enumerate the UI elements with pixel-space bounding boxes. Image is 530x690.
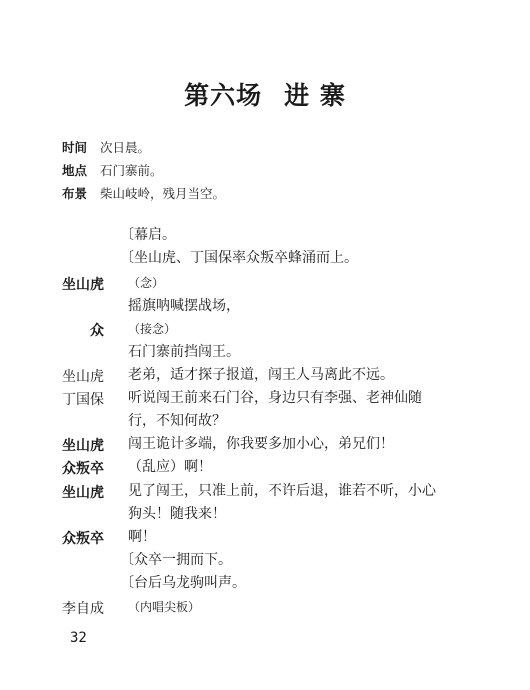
dialogue-line: 啊！ <box>128 529 156 545</box>
speaker-name: 众叛卒 <box>62 461 104 477</box>
dialogue-line: （念） <box>128 276 165 290</box>
meta-set-value: 柴山岐岭，残月当空。 <box>100 186 226 201</box>
scene-title: 第六场 进 寨 <box>184 81 346 110</box>
meta-place <box>62 161 163 179</box>
dialogue-line: 石门寨前挡闯王。 <box>128 344 240 360</box>
speaker-name: 坐山虎 <box>62 369 104 385</box>
meta-time-label: 时间 <box>62 140 88 155</box>
dialogue-line: 闯王诡计多端，你我要多加小心，弟兄们！ <box>128 436 394 452</box>
dialogue-line: 见了闯王，只准上前，不许后退，谁若不听，小心 <box>128 483 436 499</box>
dialogue-line: 行，不知何故？ <box>128 413 226 429</box>
dialogue-line: 老弟，适才探子报道，闯王人马离此不远。 <box>128 367 394 383</box>
dialogue-line: 摇旗呐喊摆战场， <box>128 298 240 314</box>
speaker-name: 众叛卒 <box>62 531 104 547</box>
dialogue-line: （接念） <box>128 322 177 336</box>
speaker-name: 坐山虎 <box>62 485 104 501</box>
speaker-name: 丁国保 <box>62 392 104 408</box>
speaker-name: 李自成 <box>62 601 104 617</box>
speaker-name: 坐山虎 <box>62 438 104 454</box>
meta-set-label: 布景 <box>62 186 88 201</box>
scene-subtitle: 进 寨 <box>284 81 346 110</box>
meta-time-value: 次日晨。 <box>100 140 151 155</box>
page-number: 32 <box>70 630 87 646</box>
dialogue-line: （内唱尖板） <box>128 600 201 614</box>
stage-direction: 〔幕启。 <box>120 227 176 243</box>
stage-direction: 〔坐山虎、丁国保率众叛卒蜂涌而上。 <box>120 250 358 266</box>
dialogue-line: 狗头！随我来！ <box>128 506 226 522</box>
stage-direction: 〔众卒一拥而下。 <box>120 552 232 568</box>
dialogue-line: 听说闯王前来石门谷，身边只有李强、老神仙随 <box>128 390 422 406</box>
meta-set <box>62 184 225 202</box>
meta-time <box>62 138 150 156</box>
speaker-name: 坐山虎 <box>62 277 104 293</box>
stage-direction: 〔台后乌龙驹叫声。 <box>120 575 246 591</box>
meta-place-value: 石门寨前。 <box>100 163 163 178</box>
speaker-name: 众 <box>90 323 104 339</box>
dialogue-line: （乱应）啊！ <box>128 459 212 475</box>
meta-place-label: 地点 <box>62 163 88 178</box>
